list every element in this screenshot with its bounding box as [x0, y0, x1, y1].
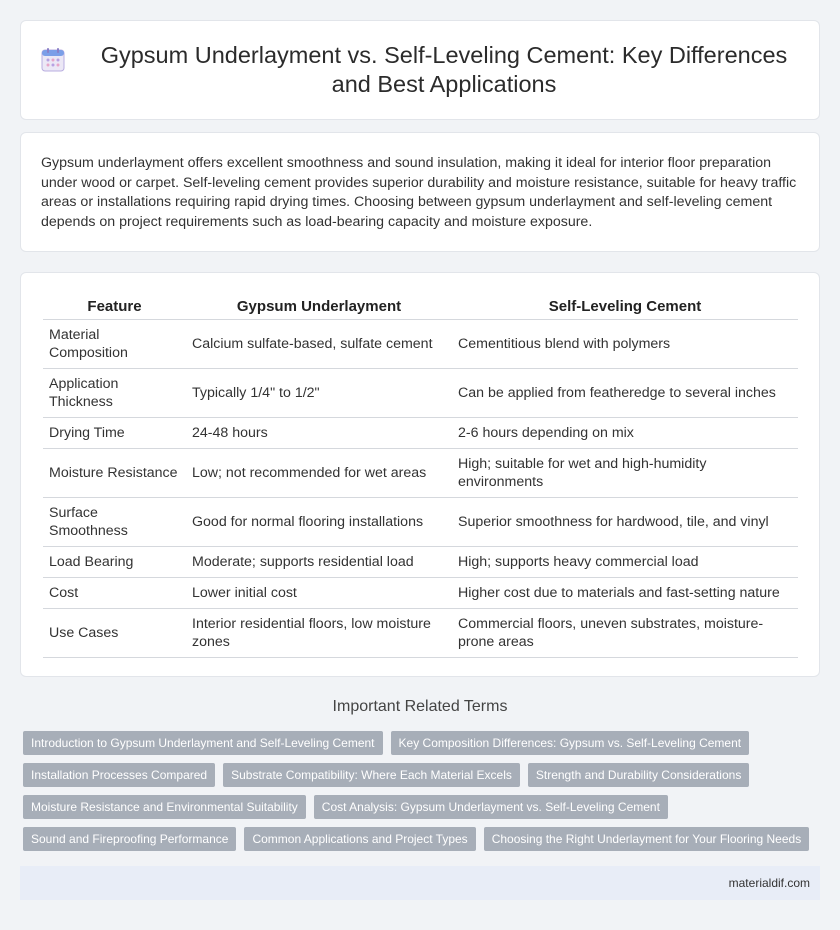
related-term-tag[interactable]: Cost Analysis: Gypsum Underlayment vs. Self-Leveling Cement [314, 795, 668, 819]
related-term-tag[interactable]: Choosing the Right Underlayment for Your Flooring Needs [484, 827, 810, 851]
table-row [43, 448, 798, 497]
table-cell: Lower initial cost [186, 577, 452, 608]
table-cell: Cost [43, 577, 186, 608]
table-cell: Interior residential floors, low moisture zones [186, 608, 452, 657]
related-term-tag[interactable]: Sound and Fireproofing Performance [23, 827, 236, 851]
table-cell: 2-6 hours depending on mix [452, 417, 798, 448]
page-title: Gypsum Underlayment vs. Self-Leveling Cement: Key Differences and Best Applications [100, 42, 788, 97]
table-cell: Material Composition [43, 319, 186, 368]
related-terms-title: Important Related Terms [332, 698, 508, 715]
table-cell: Low; not recommended for wet areas [186, 448, 452, 497]
table-cell: Can be applied from featheredge to several inches [452, 368, 798, 417]
table-row [43, 319, 798, 368]
table-cell: Load Bearing [43, 546, 186, 577]
table-row [43, 577, 798, 608]
related-term-tag[interactable]: Key Composition Differences: Gypsum vs. Self-Leveling Cement [391, 731, 750, 755]
column-header-gypsum: Gypsum Underlayment [186, 295, 452, 319]
related-term-tag[interactable]: Strength and Durability Considerations [528, 763, 749, 787]
footer-site-link[interactable]: materialdif.com [728, 876, 810, 890]
comparison-table-card [20, 272, 820, 677]
table-cell: Calcium sulfate-based, sulfate cement [186, 319, 452, 368]
table-cell: Superior smoothness for hardwood, tile, and vinyl [452, 497, 798, 546]
comparison-table [43, 295, 798, 658]
column-header-feature: Feature [43, 295, 186, 319]
table-cell: Higher cost due to materials and fast-setting nature [452, 577, 798, 608]
calendar-icon [40, 47, 66, 73]
table-cell: Drying Time [43, 417, 186, 448]
table-cell: Good for normal flooring installations [186, 497, 452, 546]
table-row [43, 417, 798, 448]
table-row [43, 546, 798, 577]
table-cell: Moisture Resistance [43, 448, 186, 497]
related-term-tag[interactable]: Moisture Resistance and Environmental Suitability [23, 795, 306, 819]
related-term-tag[interactable]: Introduction to Gypsum Underlayment and Self-Leveling Cement [23, 731, 383, 755]
table-cell: Use Cases [43, 608, 186, 657]
table-cell: Cementitious blend with polymers [452, 319, 798, 368]
table-cell: High; suitable for wet and high-humidity environments [452, 448, 798, 497]
table-header-row [43, 295, 798, 319]
intro-card [20, 132, 820, 252]
table-cell: 24-48 hours [186, 417, 452, 448]
table-row [43, 497, 798, 546]
table-cell: High; supports heavy commercial load [452, 546, 798, 577]
intro-paragraph: Gypsum underlayment offers excellent smoothness and sound insulation, making it ideal for interior floor preparation under wood or carpet. Self-leveling cement provides superior durability and moisture resistance, suitable for heavy traffic areas or installations requiring rapid drying times. Choosing between gypsum underlayment and self-leveling cement depends on project requirements such as load-bearing capacity and moisture exposure. [41, 155, 797, 230]
related-term-tag[interactable]: Substrate Compatibility: Where Each Material Excels [223, 763, 520, 787]
related-term-tag[interactable]: Installation Processes Compared [23, 763, 215, 787]
table-cell: Commercial floors, uneven substrates, moisture-prone areas [452, 608, 798, 657]
column-header-cement: Self-Leveling Cement [452, 295, 798, 319]
table-cell: Moderate; supports residential load [186, 546, 452, 577]
table-cell: Typically 1/4" to 1/2" [186, 368, 452, 417]
related-terms-list [23, 731, 823, 859]
table-cell: Surface Smoothness [43, 497, 186, 546]
table-row [43, 608, 798, 657]
header-card [20, 20, 820, 120]
table-row [43, 368, 798, 417]
footer [20, 866, 820, 900]
related-term-tag[interactable]: Common Applications and Project Types [244, 827, 475, 851]
table-cell: Application Thickness [43, 368, 186, 417]
